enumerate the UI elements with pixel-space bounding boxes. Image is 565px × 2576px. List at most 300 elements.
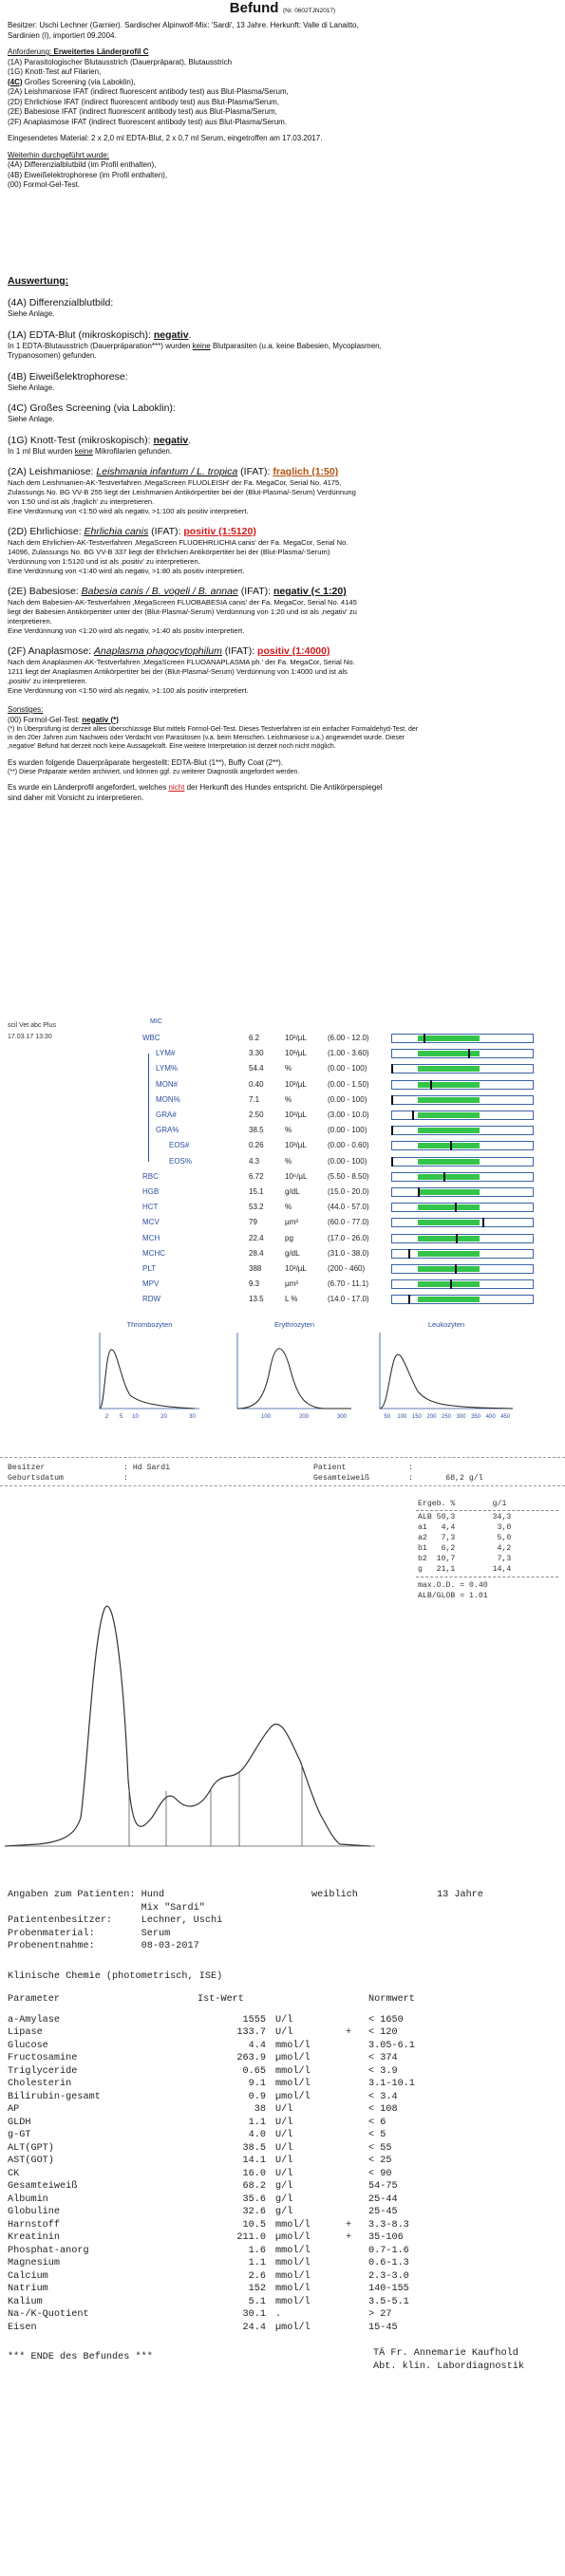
cbc-row: [0, 1233, 565, 1245]
cbc-row: [0, 1033, 565, 1045]
chem-flag: +: [346, 2232, 352, 2243]
histogram-tick-label: 100: [397, 1414, 407, 1420]
chem-value: 4.4: [248, 2040, 266, 2051]
cbc-param: LYM#: [156, 1049, 176, 1058]
request-item-text: Knott-Test auf Filarien,: [23, 67, 102, 76]
chem-reference: < 5: [368, 2130, 386, 2140]
s2f-title: (2F) Anaplasmose: Anaplasma phagocytophilum (IFAT): positiv (1:4000): [8, 645, 330, 657]
histogram-curve: [100, 1350, 195, 1409]
cbc-unit: µm³: [285, 1218, 298, 1227]
chem-reference: < 120: [368, 2027, 398, 2038]
s4b-title: (4B) Eiweißelektrophorese:: [8, 370, 128, 383]
chem-value: 4.0: [248, 2130, 266, 2140]
report-number: (Nr. 0602TJN2017): [282, 8, 336, 14]
cbc-range-bar: [391, 1279, 534, 1289]
chem-unit: g/l: [275, 2193, 293, 2205]
s2e-line: Nach dem Babesien-AK-Testverfahren ‚MegaScreen FLUOBABESIA canis' der Fa. MegaCor, Serial No. 4145: [8, 598, 357, 607]
elpho-birth-label: Geburtsdatum: [8, 1474, 64, 1483]
cbc-unit: µm³: [285, 1279, 298, 1289]
chem-value: 35.6: [242, 2193, 266, 2205]
chem-parameter: Glucose: [8, 2040, 48, 2051]
cbc-value: 0.40: [249, 1079, 264, 1089]
cbc-range-bar: [391, 1064, 534, 1073]
col-reference: Normwert: [368, 1993, 415, 2005]
col-parameter: Parameter: [8, 1993, 61, 2005]
request-item-text: Anaplasmose IFAT (indirect fluorescent antibody test) aus Blut-Plasma/Serum.: [21, 117, 288, 126]
chem-value: 5.1: [248, 2296, 266, 2307]
histogram-tick-label: 200: [426, 1414, 437, 1420]
cbc-unit: 10³/µL: [285, 1079, 307, 1089]
cbc-range: (0.00 - 100): [328, 1126, 367, 1135]
chemistry-row: [8, 2117, 565, 2130]
cbc-normal-zone: [418, 1036, 480, 1041]
chem-parameter: Albumin: [8, 2193, 48, 2205]
patient-species: Angaben zum Patienten: Hund: [8, 1890, 165, 1900]
chem-parameter: Eisen: [8, 2322, 37, 2333]
report-end: *** ENDE des Befundes ***: [8, 2352, 153, 2362]
cbc-range-bar: [391, 1049, 534, 1058]
elpho-alb-glob: ALB/GLOB = 1.01: [418, 1592, 488, 1600]
cbc-unit: g/dL: [285, 1248, 300, 1258]
cbc-unit: g/dL: [285, 1187, 300, 1196]
chem-value: 38.5: [242, 2142, 266, 2154]
chemistry-row: [8, 2129, 565, 2142]
s2e-line: interpretieren.: [8, 617, 52, 625]
cbc-normal-zone: [418, 1128, 480, 1133]
cbc-normal-zone: [418, 1159, 480, 1165]
report-title-block: [0, 0, 565, 17]
chemistry-row: [8, 2103, 565, 2117]
elpho-owner-value: : Hd Sardi: [123, 1464, 171, 1472]
cbc-range-bar: [391, 1203, 534, 1212]
cbc-value: 3.30: [249, 1049, 264, 1058]
chem-parameter: Triglyceride: [8, 2065, 78, 2077]
cbc-row: [0, 1263, 565, 1276]
cbc-value-marker: [430, 1080, 432, 1090]
s1g-text: In 1 ml Blut wurden keine Mikrofilarien gefunden.: [8, 446, 172, 456]
chem-reference: 15-45: [368, 2322, 398, 2333]
chem-parameter: Cholesterin: [8, 2079, 72, 2089]
chem-value: 9.1: [248, 2079, 266, 2089]
cbc-row: [0, 1248, 565, 1260]
chemistry-row: [8, 2296, 565, 2309]
histogram-tick-label: 50: [384, 1414, 391, 1420]
profile-name: Erweitertes Länderprofil C: [53, 47, 149, 56]
histogram-title: Leukozyten: [427, 1320, 465, 1329]
chem-reference: 3.3-8.3: [368, 2219, 409, 2231]
cbc-value-marker: [450, 1141, 452, 1150]
chem-unit: mmol/l: [275, 2258, 311, 2268]
cbc-normal-zone: [418, 1174, 480, 1180]
chem-parameter: Kreatinin: [8, 2232, 61, 2243]
further-item: (00) Formol-Gel-Test.: [8, 180, 81, 189]
cbc-range-bar: [391, 1034, 534, 1043]
cbc-range: (5.50 - 8.50): [328, 1171, 369, 1181]
s00-line: (*) In Überprüfung ist derzeit alles überschüssige Blut mittels Formol-Gel-Test. Dieses Testverfahren ist ein einfacher Formaldehyd-Test, der: [8, 726, 419, 733]
cbc-unit: 10³/µL: [285, 1141, 307, 1150]
chem-unit: µmol/l: [275, 2232, 311, 2243]
cbc-row: [0, 1217, 565, 1229]
request-item: [8, 58, 565, 68]
chem-parameter: Natrium: [8, 2284, 48, 2294]
s1a-text-2: Trypanosomen) gefunden.: [8, 351, 97, 360]
cbc-value: 54.4: [249, 1064, 264, 1073]
cbc-normal-zone: [418, 1143, 480, 1148]
chem-parameter: Gesamteiweiß: [8, 2181, 78, 2192]
s2f-line: Nach dem Anaplasmen-AK-Testverfahren ‚MegaScreen FLUOANAPLASMA ph.' der Fa. MegaCor, Serial No.: [8, 658, 355, 666]
s2e-title: (2E) Babesiose: Babesia canis / B. vogeli / B. annae (IFAT): negativ (< 1:20): [8, 586, 347, 597]
cbc-normal-zone: [418, 1204, 480, 1210]
cbc-unit: %: [285, 1064, 292, 1073]
chemistry-row: [8, 2142, 565, 2156]
cbc-param: HCT: [142, 1203, 159, 1212]
chem-unit: mmol/l: [275, 2270, 311, 2282]
chem-reference: < 90: [368, 2168, 392, 2179]
cbc-row: [0, 1140, 565, 1152]
material-line: Eingesendetes Material: 2 x 2,0 ml EDTA-Blut, 2 x 0,7 ml Serum, eingetroffen am 17.03.2017.: [8, 134, 323, 142]
chem-value: 14.1: [242, 2156, 266, 2166]
chem-flag: +: [346, 2219, 352, 2231]
cbc-value-marker: [443, 1172, 445, 1182]
chem-parameter: Lipase: [8, 2027, 43, 2038]
s2a-title: (2A) Leishmaniose: Leishmania infantum / L. tropica (IFAT): fraglich (1:50): [8, 466, 339, 477]
cbc-value-marker: [482, 1218, 484, 1227]
cbc-unit: 10⁶/µL: [285, 1171, 308, 1181]
elpho-birth-value: :: [123, 1474, 128, 1483]
patient-age: 13 Jahre: [437, 1890, 483, 1900]
chem-unit: mmol/l: [275, 2040, 311, 2051]
request-item-text: Babesiose IFAT (indirect fluorescent antibody test) aus Blut-Plasma/Serum,: [22, 107, 277, 116]
chem-reference: > 27: [368, 2309, 392, 2320]
chemistry-row: [8, 2283, 565, 2296]
s2d-result: positiv (1:5120): [183, 526, 256, 537]
cbc-device: scil Vet abc Plus: [8, 1022, 56, 1029]
histogram-tick-label: 150: [411, 1414, 422, 1420]
cbc-value-marker: [391, 1157, 393, 1167]
cbc-param: RBC: [142, 1171, 159, 1181]
cbc-row: [0, 1202, 565, 1214]
cbc-param: EOS%: [169, 1156, 193, 1166]
s2f-line: 1211 liegt der Anaplasmen Antikörpertiter bei der (Blut-Plasma/-Serum) Verdünnung von 1:4000 und ist als: [8, 667, 348, 676]
s4a-text: Siehe Anlage.: [8, 309, 55, 318]
s2d-line: Eine Verdünnung von <1:40 wird als negativ, >1:80 als positiv interpretiert.: [8, 567, 245, 575]
cbc-normal-zone: [418, 1266, 480, 1272]
cbc-range: (31.0 - 38.0): [328, 1248, 369, 1258]
cbc-range: (15.0 - 20.0): [328, 1187, 369, 1196]
elpho-patient-label: Patient: [313, 1464, 347, 1472]
cbc-normal-zone: [418, 1297, 480, 1302]
cbc-range: (1.00 - 3.60): [328, 1049, 369, 1058]
electrophoresis-section: [0, 1457, 565, 1875]
chemistry-row: [8, 2219, 565, 2232]
chem-unit: U/l: [275, 2104, 293, 2115]
col-value: Ist-Wert: [198, 1993, 244, 2005]
chem-unit: µmol/l: [275, 2053, 311, 2063]
further-item: (4A) Differenzialblutbild (im Profil enthalten),: [8, 160, 157, 169]
cbc-value: 0.26: [249, 1141, 264, 1150]
chem-value: 1555: [242, 2014, 266, 2025]
slides-line: Es wurden folgende Dauerpräparate hergestellt: EDTA-Blut (1**), Buffy Coat (2**).: [8, 757, 284, 767]
histogram-curve: [237, 1349, 351, 1409]
chem-reference: < 6: [368, 2117, 386, 2128]
cbc-unit: 10³/µL: [285, 1034, 307, 1042]
chemistry-table: [8, 2014, 565, 2335]
histogram-tick-label: 2: [104, 1414, 109, 1420]
cbc-param: MPV: [142, 1279, 160, 1289]
patient-sex: weiblich: [311, 1890, 358, 1900]
cbc-range: (0.00 - 100): [328, 1156, 367, 1166]
signature-department: Abt. klin. Labordiagnostik: [373, 2361, 524, 2372]
cbc-range-bar: [391, 1095, 534, 1105]
further-heading: Weiterhin durchgeführt wurde:: [8, 150, 110, 159]
cbc-param: PLT: [142, 1264, 157, 1273]
s00-result: negativ (*): [82, 715, 119, 724]
request-item-text: Großes Screening (via Laboklin),: [22, 77, 136, 86]
cbc-unit: %: [285, 1203, 292, 1212]
cbc-row: [0, 1094, 565, 1107]
cbc-value: 13.5: [249, 1295, 264, 1304]
cbc-range: (6.70 - 11.1): [328, 1279, 368, 1289]
elpho-patient-value: :: [408, 1464, 413, 1472]
cbc-param: HGB: [142, 1187, 160, 1196]
chem-parameter: Harnstoff: [8, 2219, 61, 2231]
chem-reference: 0.7-1.6: [368, 2245, 409, 2256]
chemistry-row: [8, 2231, 565, 2245]
cbc-value: 15.1: [249, 1187, 264, 1196]
histogram-tick-label: 5: [119, 1414, 123, 1420]
chemistry-row: [8, 2014, 565, 2027]
s00-title: (00) Formol-Gel-Test: negativ (*): [8, 715, 119, 724]
chem-value: 133.7: [236, 2027, 266, 2038]
cbc-value: 4.3: [249, 1156, 260, 1166]
chemistry-row: [8, 2040, 565, 2053]
chem-value: 30.1: [242, 2309, 266, 2320]
s2d-title: (2D) Ehrlichiose: Ehrlichia canis (IFAT): positiv (1:5120): [8, 526, 256, 537]
chemistry-row: [8, 2052, 565, 2065]
cbc-param: EOS#: [169, 1141, 190, 1150]
cbc-histograms: [0, 1319, 565, 1443]
cbc-range-bar: [391, 1126, 534, 1135]
request-item-code: (4C): [8, 77, 23, 86]
cbc-range-bar: [391, 1141, 534, 1150]
chem-value: 24.4: [242, 2322, 266, 2333]
chem-parameter: GLDH: [8, 2117, 31, 2128]
elpho-fraction-row: b1 6,2 4,2: [418, 1544, 512, 1553]
cbc-range: (60.0 - 77.0): [328, 1218, 369, 1227]
cbc-value-marker: [424, 1034, 425, 1043]
chemistry-header-row: [8, 1993, 565, 2008]
chemistry-row: [8, 2245, 565, 2258]
cbc-printout: [0, 1004, 565, 1450]
patient-info: [8, 1889, 565, 1955]
histogram-tick-label: 100: [260, 1414, 272, 1420]
chem-unit: U/l: [275, 2156, 293, 2166]
s4c-title: (4C) Großes Screening (via Laboklin):: [8, 402, 176, 414]
chem-value: 0.65: [242, 2065, 266, 2077]
cbc-param: GRA#: [156, 1111, 177, 1119]
chem-reference: < 3.4: [368, 2091, 398, 2102]
cbc-range: (0.00 - 0.60): [328, 1141, 369, 1150]
s2e-line: Eine Verdünnung von <1:20 wird als negativ, >1:40 als positiv interpretiert.: [8, 626, 245, 635]
s4b-text: Siehe Anlage.: [8, 383, 55, 392]
cbc-value-marker: [391, 1064, 393, 1073]
histogram-tick-label: 30: [189, 1414, 196, 1420]
cbc-value: 38.5: [249, 1126, 264, 1135]
chem-parameter: Magnesium: [8, 2258, 61, 2268]
cbc-value: 388: [249, 1264, 262, 1273]
chem-unit: mmol/l: [275, 2296, 311, 2307]
request-item: [8, 98, 565, 108]
request-section: [0, 21, 565, 191]
request-item-code: (2F): [8, 117, 22, 126]
chem-unit: µmol/l: [275, 2322, 311, 2333]
request-items-list: [8, 58, 565, 128]
chem-reference: 140-155: [368, 2284, 409, 2294]
request-item-code: (1G): [8, 67, 23, 76]
chem-parameter: Bilirubin-gesamt: [8, 2091, 101, 2102]
histogram-tick-label: 300: [456, 1414, 466, 1420]
s2a-line: von 1:50 und ist als ‚fraglich' zu interpretieren.: [8, 497, 155, 506]
chem-unit: .: [275, 2309, 282, 2320]
subject-line-2: Sardinien (I), importiert 09.2004.: [8, 30, 117, 40]
cbc-value: 6.72: [249, 1171, 264, 1181]
s00-line: in den 20er Jahren zum Nachweis oder Verdacht von Parasitosen (v.a. beim Menschen. Leishmaniose u.a.) angewendet wurde. Dieser: [8, 735, 405, 742]
cbc-range: (17.0 - 26.0): [328, 1233, 369, 1242]
cbc-range-bar: [391, 1172, 534, 1182]
histogram-curve: [380, 1354, 513, 1409]
chem-value: 152: [248, 2284, 266, 2294]
s1a-title: (1A) EDTA-Blut (mikroskopisch): negativ.: [8, 328, 192, 341]
request-item-code: (2E): [8, 107, 23, 116]
s00-line: ‚negative' Befund hat derzeit noch keine Aussagekraft. Eine weitere Interpretation ist derzeit noch nicht möglich.: [8, 743, 336, 751]
misc-heading: Sonstiges:: [8, 705, 44, 714]
cbc-range-bar: [391, 1234, 534, 1243]
chemistry-row: [8, 2091, 565, 2104]
chem-value: 0.9: [248, 2091, 266, 2102]
cbc-group-connector: [148, 1054, 149, 1161]
cbc-range: (0.00 - 100): [328, 1064, 367, 1073]
patient-breed: Mix "Sardi": [8, 1902, 205, 1913]
cbc-range: (6.00 - 12.0): [328, 1034, 369, 1042]
elpho-fraction-row: g 21,1 14,4: [418, 1565, 512, 1574]
cbc-range-bar: [391, 1187, 534, 1197]
histogram-tick-label: 450: [500, 1414, 511, 1420]
chem-unit: g/l: [275, 2181, 293, 2192]
request-item: [8, 67, 565, 78]
histogram-axes: [380, 1333, 513, 1409]
patient-owner: Patientenbesitzer: Lechner, Uschi: [8, 1915, 223, 1926]
chem-reference: 25-44: [368, 2193, 398, 2205]
histogram: [380, 1333, 513, 1420]
histogram-tick-label: 10: [132, 1414, 139, 1420]
s2a-result: fraglich (1:50): [273, 466, 339, 477]
chem-unit: mmol/l: [275, 2245, 311, 2256]
cbc-range: (44.0 - 57.0): [328, 1203, 369, 1212]
evaluation-heading: Auswertung:: [8, 275, 69, 287]
chem-reference: 35-106: [368, 2232, 404, 2243]
cbc-param: LYM%: [156, 1064, 178, 1073]
elpho-fraction-row: a1 4,4 3,0: [418, 1523, 512, 1532]
cbc-range: (3.00 - 10.0): [328, 1111, 369, 1119]
cbc-range-bar: [391, 1157, 534, 1167]
request-item: [8, 107, 565, 118]
cbc-normal-zone: [418, 1066, 480, 1072]
histogram: [237, 1333, 351, 1420]
cbc-unit: %: [285, 1126, 292, 1135]
chem-unit: g/l: [275, 2207, 293, 2217]
chem-parameter: AST(GOT): [8, 2156, 54, 2166]
chem-parameter: AP: [8, 2104, 20, 2115]
cbc-value-marker: [418, 1187, 420, 1197]
chem-parameter: ALT(GPT): [8, 2142, 54, 2154]
cbc-date: 17.03.17 13:30: [8, 1034, 52, 1040]
s1g-result: negativ: [153, 434, 189, 446]
chem-value: 32.6: [242, 2207, 266, 2217]
chem-unit: U/l: [275, 2168, 293, 2179]
s1a-result: negativ: [153, 328, 189, 341]
chem-value: 1.6: [248, 2245, 266, 2256]
request-heading: Anforderung: Erweitertes Länderprofil C: [8, 47, 149, 56]
cbc-normal-zone: [418, 1097, 480, 1103]
chem-value: 2.6: [248, 2270, 266, 2282]
histogram-tick-label: 20: [160, 1414, 167, 1420]
chemistry-row: [8, 2193, 565, 2207]
chem-parameter: Phosphat-anorg: [8, 2245, 89, 2256]
cbc-range-bar: [391, 1249, 534, 1259]
cbc-value-marker: [391, 1126, 393, 1135]
further-item: (4B) Eiweißelektrophorese (im Profil enthalten),: [8, 170, 168, 179]
cbc-row: [0, 1171, 565, 1184]
chem-reference: < 1650: [368, 2014, 404, 2025]
chem-reference: < 108: [368, 2104, 398, 2115]
chemistry-row: [8, 2270, 565, 2284]
cbc-range-bar: [391, 1111, 534, 1120]
cbc-range: (0.00 - 1.50): [328, 1079, 369, 1089]
chem-reference: 0.6-1.3: [368, 2258, 409, 2268]
chem-unit: mmol/l: [275, 2079, 311, 2089]
cbc-mic-label: MIC: [150, 1018, 162, 1025]
chem-unit: U/l: [275, 2130, 293, 2140]
elpho-curve: [0, 1561, 565, 1865]
cbc-param: MON#: [156, 1079, 179, 1089]
cbc-range-bar: [391, 1080, 534, 1090]
cbc-value: 7.1: [249, 1094, 260, 1104]
evaluation-section: [0, 275, 565, 803]
cbc-row: [0, 1079, 565, 1092]
chem-unit: µmol/l: [275, 2091, 311, 2102]
s1a-text-1: In 1 EDTA-Blutausstrich (Dauerpräparation***) wurden keine Blutparasiten (u.a. keine Babesien, Mycoplasmen,: [8, 341, 382, 350]
cbc-value-marker: [412, 1111, 414, 1120]
cbc-normal-zone: [418, 1112, 480, 1118]
cbc-value: 79: [249, 1218, 257, 1227]
cbc-normal-zone: [418, 1281, 480, 1287]
cbc-param: MCV: [142, 1218, 160, 1227]
cbc-row: [0, 1048, 565, 1060]
chemistry-row: [8, 2257, 565, 2270]
cbc-normal-zone: [418, 1220, 480, 1225]
cbc-value-marker: [391, 1095, 393, 1105]
histogram-axes: [237, 1333, 351, 1409]
cbc-row: [0, 1125, 565, 1137]
chemistry-section: [0, 1889, 565, 2376]
chem-unit: mmol/l: [275, 2284, 311, 2294]
chem-flag: +: [346, 2027, 352, 2038]
cbc-unit: %: [285, 1094, 292, 1104]
cbc-unit: 10³/µL: [285, 1049, 307, 1058]
cbc-range: (0.00 - 100): [328, 1094, 367, 1104]
histogram-tick-label: 200: [298, 1414, 310, 1420]
cbc-row: [0, 1110, 565, 1122]
